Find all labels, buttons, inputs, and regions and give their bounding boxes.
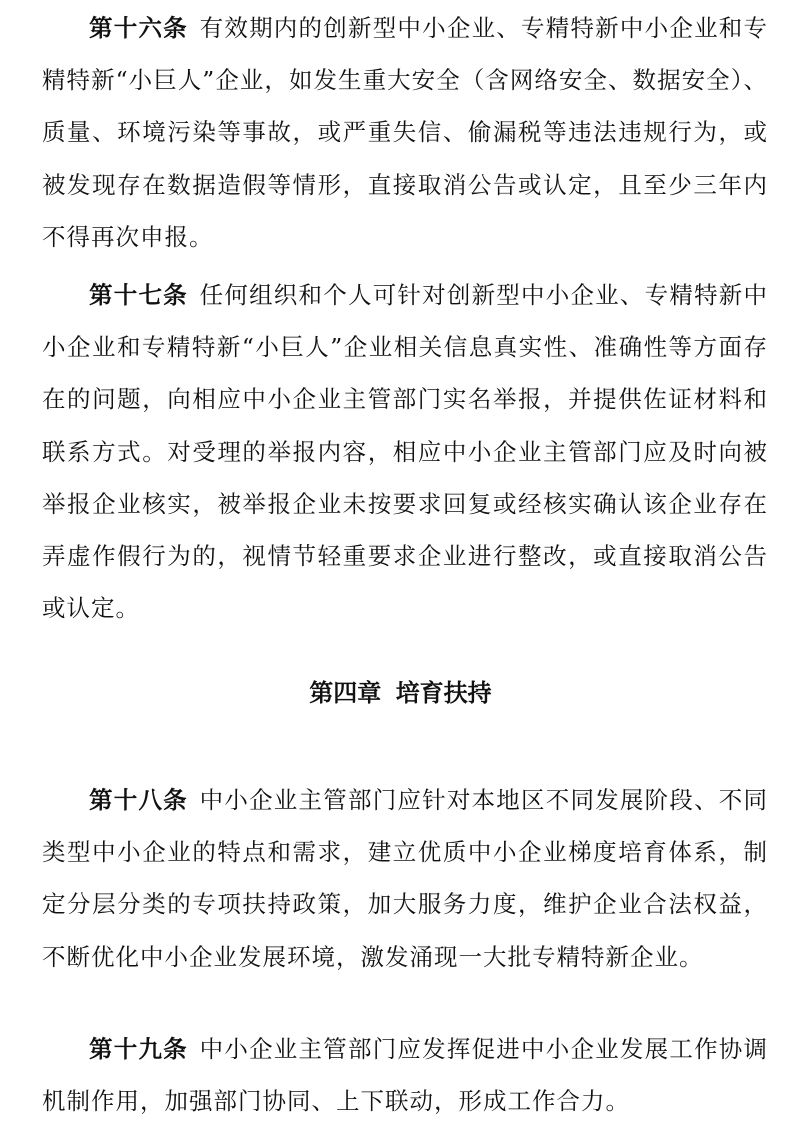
chapter-number: 第四章 — [309, 679, 382, 707]
article-text: 有效期内的创新型中小企业、专精特新中小企业和专精特新“小巨人”企业，如发生重大安全（含网络安全、数据安全）、质量、环境污染等事故，或严重失信、偷漏税等违法违规行为，或被发现存在数据造假等情形，直接取消公告或认定，且至少三年内不得再次申报。 — [42, 14, 769, 251]
article-19 — [42, 1023, 768, 1127]
article-16 — [42, 2, 768, 263]
article-18 — [42, 774, 768, 983]
article-number: 第十六条 — [89, 14, 188, 42]
article-number: 第十九条 — [89, 1035, 188, 1063]
article-text: 中小企业主管部门应针对本地区不同发展阶段、不同类型中小企业的特点和需求，建立优质中小企业梯度培育体系，制定分层分类的专项扶持政策，加大服务力度，维护企业合法权益，不断优化中小企业发展环境，激发涌现一大批专精特新企业。 — [42, 786, 769, 971]
article-text: 任何组织和个人可针对创新型中小企业、专精特新中小企业和专精特新“小巨人”企业相关信息真实性、准确性等方面存在的问题，向相应中小企业主管部门实名举报，并提供佐证材料和联系方式。对受理的举报内容，相应中小企业主管部门应及时向被举报企业核实，被举报企业未按要求回复或经核实确认该企业存在弄虚作假行为的，视情节轻重要求企业进行整改，或直接取消公告或认定。 — [42, 281, 769, 623]
article-17 — [42, 269, 768, 634]
article-number: 第十七条 — [89, 281, 188, 309]
article-number: 第十八条 — [89, 786, 188, 814]
article-text: 中小企业主管部门应发挥促进中小企业发展工作协调机制作用，加强部门协同、上下联动，形成工作合力。 — [42, 1035, 769, 1116]
chapter-heading — [0, 667, 801, 719]
chapter-title: 培育扶持 — [395, 679, 492, 707]
